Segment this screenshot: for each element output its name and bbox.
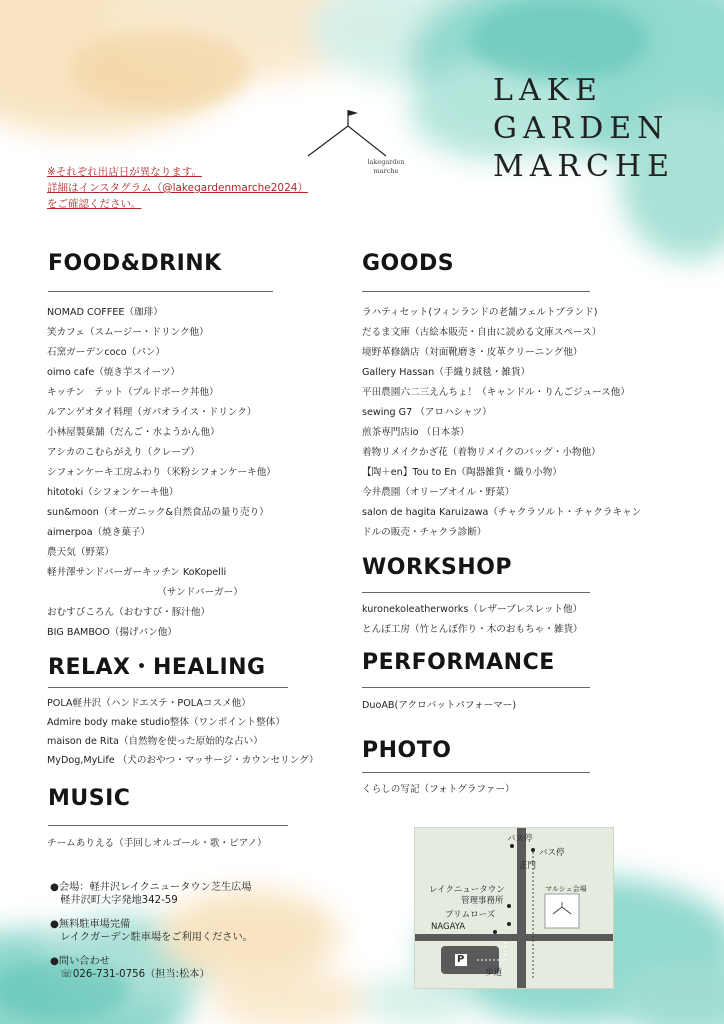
title-line-2: GARDEN bbox=[493, 111, 670, 146]
performance-divider bbox=[362, 687, 590, 688]
list-item: sewing G7 （アロハシャツ） bbox=[362, 407, 492, 418]
notice-line-1: ※それぞれ出店日が異なります。 bbox=[47, 166, 202, 178]
venue-info bbox=[50, 881, 253, 907]
list-item: Gallery Hassan（手織り絨毯・雑貨） bbox=[362, 367, 531, 378]
map-label-marche: マルシェ会場 bbox=[545, 885, 587, 893]
map-label-main-gate: 正門 bbox=[519, 861, 537, 871]
access-map bbox=[414, 827, 614, 989]
music-divider bbox=[48, 825, 288, 826]
photo-heading: PHOTO bbox=[362, 738, 452, 763]
food-heading: FOOD&DRINK bbox=[48, 251, 222, 276]
list-item: salon de hagita Karuizawa（チャクラソルト・チャクラキャン bbox=[362, 507, 642, 518]
list-item: くらしの写記（フォトグラファー） bbox=[362, 784, 515, 795]
list-item: 平田農園六二三えんちょ！（キャンドル・りんごジュース他） bbox=[362, 387, 630, 398]
list-item: 着物リメイクかざ花（着物リメイクのバッグ・小物他） bbox=[362, 447, 601, 458]
performance-heading: PERFORMANCE bbox=[362, 650, 555, 675]
event-info bbox=[50, 881, 253, 992]
goods-list bbox=[362, 303, 641, 543]
music-heading: MUSIC bbox=[48, 786, 131, 811]
workshop-divider bbox=[362, 592, 590, 593]
list-item: 今井農園（オリーブオイル・野菜） bbox=[362, 487, 515, 498]
list-item: POLA軽井沢（ハンドエステ・POLAコスメ他） bbox=[47, 698, 251, 709]
workshop-heading: WORKSHOP bbox=[362, 555, 513, 580]
food-divider bbox=[48, 291, 273, 292]
map-label-nagaya: NAGAYA bbox=[431, 922, 466, 932]
list-item: チームありえる（手回しオルゴール・歌・ピアノ） bbox=[47, 838, 267, 849]
list-item: 【陶＋en】Tou to En（陶器雑貨・織り小物） bbox=[362, 467, 562, 478]
relax-heading: RELAX・HEALING bbox=[48, 655, 266, 680]
list-item: だるま文庫（古絵本販売・自由に読める文庫スペース） bbox=[362, 327, 602, 338]
notice-line-3: をご確認ください。 bbox=[47, 198, 142, 210]
contact-info bbox=[50, 955, 253, 981]
list-item: シフォンケーキ工房ふわり（米粉シフォンケーキ他） bbox=[47, 467, 276, 478]
list-item: maison de Rita（自然物を使った原始的な占い） bbox=[47, 736, 263, 747]
list-item: とんぼ工房（竹とんぼ作り・木のおもちゃ・雑貨） bbox=[362, 624, 583, 635]
list-item: DuoAB(アクロバットパフォーマー) bbox=[362, 700, 517, 711]
music-list bbox=[47, 834, 267, 854]
list-item: BIG BAMBOO（揚げパン他） bbox=[47, 627, 177, 638]
logo-text-bottom: marche bbox=[373, 167, 399, 175]
list-item: ルアンゲオタイ料理（ガパオライス・ドリンク） bbox=[47, 407, 257, 418]
title-line-1: LAKE bbox=[493, 73, 603, 108]
list-item: 小林屋製菓舗（だんご・水ようかん他） bbox=[47, 427, 220, 438]
photo-list bbox=[362, 780, 515, 800]
map-label-office-2: 管理事務所 bbox=[461, 896, 504, 906]
map-label-bus-stop-2: バス停 bbox=[539, 848, 565, 858]
list-item: NOMAD COFFEE（珈琲） bbox=[47, 307, 163, 318]
tent-logo-icon bbox=[300, 104, 390, 164]
map-label-walkway: 歩道 bbox=[485, 968, 503, 978]
parking-line-1: ●無料駐車場完備 bbox=[50, 919, 131, 930]
goods-divider bbox=[362, 291, 590, 292]
list-item: oimo cafe（焼き芋スイーツ） bbox=[47, 367, 181, 378]
parking-info bbox=[50, 918, 253, 944]
contact-line-2[interactable]: ☏026-731-0756（担当:松本） bbox=[50, 969, 210, 980]
logo-text-top: lakegarden bbox=[367, 158, 405, 166]
contact-line-1: ●問い合わせ bbox=[50, 956, 110, 967]
logo-text bbox=[364, 158, 408, 176]
performance-list bbox=[362, 696, 516, 716]
list-item: kuronekoleatherworks（レザーブレスレット他） bbox=[362, 604, 583, 615]
list-item: ラハティセット(フィンランドの老舗フェルトブランド) bbox=[362, 307, 598, 318]
list-item: 笑カフェ（スムージー・ドリンク他） bbox=[47, 327, 209, 338]
map-roads bbox=[415, 828, 613, 988]
list-item: アシカのこむらがえり（クレープ） bbox=[47, 447, 200, 458]
list-item: 軽井澤サンドバーガーキッチン KoKopelli bbox=[47, 567, 227, 578]
workshop-list bbox=[362, 600, 583, 640]
relax-divider bbox=[48, 687, 288, 688]
list-item: 境野革修繕店（対面靴磨き・皮革クリーニング他） bbox=[362, 347, 583, 358]
list-item: ドルの販売・チャクラ診断） bbox=[362, 527, 487, 538]
list-item: 農天気（野菜） bbox=[47, 547, 115, 558]
relax-list bbox=[47, 694, 319, 770]
venue-line-2: 軽井沢町大字発地342-59 bbox=[50, 895, 178, 906]
title-line-3: MARCHE bbox=[493, 149, 675, 184]
page-title bbox=[493, 72, 675, 186]
list-item: Admire body make studio整体（ワンポイント整体） bbox=[47, 717, 285, 728]
list-item: MyDog,MyLife （犬のおやつ・マッサージ・カウンセリング） bbox=[47, 755, 319, 766]
venue-line-1: ●会場：軽井沢レイクニュータウン芝生広場 bbox=[50, 882, 252, 893]
list-item: hitotoki（シフォンケーキ他） bbox=[47, 487, 179, 498]
map-label-bus-stop-1: バス停 bbox=[507, 834, 533, 844]
photo-divider bbox=[362, 772, 590, 773]
food-list bbox=[47, 303, 276, 643]
list-item: キッチン テット（プルドポーク丼他） bbox=[47, 387, 219, 398]
notice bbox=[47, 164, 308, 212]
list-item: aimerpoa（焼き菓子） bbox=[47, 527, 151, 538]
list-item: sun&moon（オーガニック&自然食品の量り売り） bbox=[47, 507, 269, 518]
map-label-primrose: プリムローズ bbox=[445, 910, 496, 920]
list-item: 煎茶専門店io （日本茶） bbox=[362, 427, 470, 438]
goods-heading: GOODS bbox=[362, 251, 455, 276]
parking-line-2: レイクガーデン駐車場をご利用ください。 bbox=[50, 932, 253, 943]
notice-line-2[interactable]: 詳細はインスタグラム（@lakegardenmarche2024） bbox=[47, 182, 308, 194]
list-item: 石窯ガーデンcoco（パン） bbox=[47, 347, 166, 358]
map-label-office-1: レイクニュータウン bbox=[429, 885, 505, 895]
list-item: （サンドバーガー） bbox=[47, 587, 243, 598]
map-parking-icon: P bbox=[457, 954, 465, 965]
list-item: おむすびころん（おむすび・豚汁他） bbox=[47, 607, 211, 618]
